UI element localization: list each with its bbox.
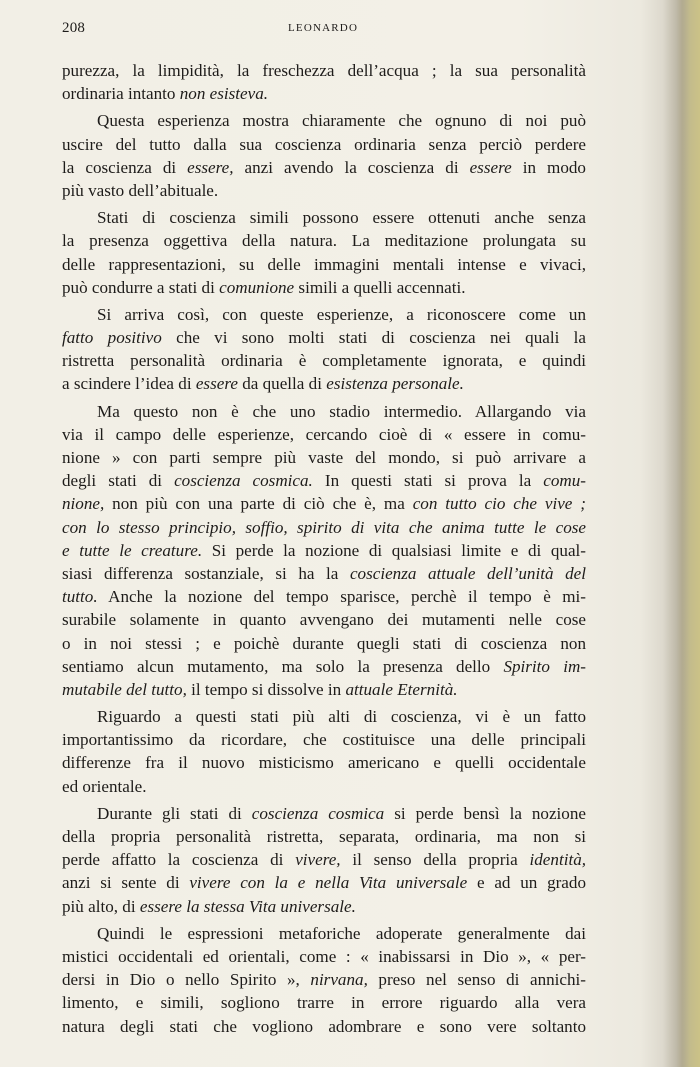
text-line — [62, 372, 586, 395]
text-run: nione » con parti sempre più vaste del mondo, si può arrivare a — [62, 448, 586, 467]
text-run: Anche la nozione del tempo sparisce, perchè il tempo è mi- — [97, 587, 586, 607]
italic-text: vivere con la e nella Vita universale — [189, 873, 468, 893]
text-run: mistici occidentali ed orientali, come : « inabissarsi in Dio », « per- — [62, 946, 586, 966]
text-run: limento, e simili, sogliono trarre in errore riguardo alla vera — [62, 993, 586, 1013]
text-line — [62, 303, 586, 326]
text-line — [62, 492, 586, 515]
text-line — [62, 825, 586, 848]
text-line — [62, 179, 586, 202]
text-line — [62, 276, 586, 299]
text-line — [62, 423, 586, 446]
text-run: della propria personalità ristretta, separata, ordinaria, ma non si — [62, 827, 586, 846]
italic-text: attuale Eternità. — [345, 679, 458, 699]
text-line — [62, 400, 586, 423]
page-number: 208 — [62, 20, 86, 36]
text-run: Riguardo a questi stati più alti di coscienza, vi è un fatto — [97, 707, 586, 727]
text-line — [62, 655, 586, 678]
text-line — [62, 728, 586, 751]
text-run: Questa esperienza mostra chiaramente che ognuno di noi può — [97, 111, 586, 131]
text-run: Ma questo non è che uno stadio intermedio. Allargando via — [97, 401, 586, 421]
text-run: a scindere l’idea di — [62, 374, 196, 394]
italic-text: coscienza attuale dell’unità del — [349, 563, 586, 583]
text-run: delle rappresentazioni, su delle immagini mentali intense e vivaci, — [62, 254, 586, 274]
text-run: anzi avendo la coscienza di — [233, 157, 470, 177]
text-line — [62, 349, 586, 372]
text-line — [62, 109, 586, 132]
body-text — [62, 59, 586, 1038]
italic-text: identità, — [529, 850, 587, 870]
text-line — [62, 922, 586, 945]
text-run: siasi differenza sostanziale, si ha la — [62, 563, 350, 583]
italic-text: Spirito im- — [503, 656, 586, 676]
text-line — [62, 59, 586, 82]
page-header — [62, 20, 586, 40]
italic-text: coscienza cosmica — [251, 803, 385, 823]
text-line — [62, 705, 586, 728]
italic-text: nirvana, — [310, 970, 368, 990]
text-run: anzi si sente di — [62, 873, 190, 893]
italic-text: essere la stessa Vita universale. — [139, 896, 356, 916]
text-run: Si perde la nozione di qualsiasi limite e di qual- — [202, 540, 586, 560]
text-line — [62, 133, 586, 156]
italic-text: comunione — [219, 277, 295, 297]
text-line — [62, 775, 586, 798]
text-run: ordinaria intanto — [62, 84, 180, 104]
text-run: perde affatto la coscienza di — [62, 850, 296, 870]
text-run: che vi sono molti stati di coscienza nei quali la — [161, 328, 586, 348]
text-run: più alto, di — [62, 896, 140, 916]
text-line — [62, 326, 586, 349]
italic-text: comu- — [543, 471, 586, 491]
text-run: la coscienza di — [62, 157, 188, 177]
text-line — [62, 585, 586, 608]
text-run: simili a quelli accennati. — [294, 277, 466, 297]
text-run: non più con una parte di ciò che è, ma — [104, 494, 413, 514]
italic-text: essere — [469, 157, 512, 177]
italic-text: essere — [195, 374, 238, 394]
text-line — [62, 608, 586, 631]
text-run: degli stati di — [62, 471, 175, 491]
text-line — [62, 1015, 586, 1038]
italic-text: fatto positivo — [62, 328, 162, 348]
text-line — [62, 871, 586, 894]
text-line — [62, 516, 586, 539]
text-run: differenze fra il nuovo misticismo americano e quelli occidentale — [62, 753, 586, 773]
text-run: Si arriva così, con queste esperienze, a riconoscere come un — [97, 304, 586, 324]
text-line — [62, 751, 586, 774]
text-run: uscire del tutto dalla sua coscienza ordinaria senza perciò perdere — [62, 134, 586, 154]
text-line — [62, 539, 586, 562]
text-line — [62, 632, 586, 655]
text-run: e ad un grado — [467, 873, 586, 893]
text-run: il tempo si dissolve in — [186, 679, 346, 699]
page-gutter-shadow — [662, 0, 700, 1067]
text-run: purezza, la limpidità, la freschezza dell’acqua ; la sua personalità — [62, 61, 586, 80]
running-title: LEONARDO — [288, 22, 359, 34]
text-line — [62, 469, 586, 492]
italic-text: con lo stesso principio, soffio, spirito di vita che anima tutte le cose — [62, 517, 586, 537]
text-run: ed orientale. — [62, 776, 147, 796]
text-run: In questi stati si prova la — [312, 471, 544, 491]
text-run: preso nel senso di annichi- — [367, 970, 586, 990]
text-line — [62, 253, 586, 276]
text-run: dersi in Dio o nello Spirito », — [62, 970, 311, 990]
italic-text: coscienza cosmica. — [174, 471, 313, 491]
italic-text: essere, — [187, 157, 234, 177]
text-run: da quella di — [237, 374, 327, 394]
text-run: ristretta personalità ordinaria è completamente ignorata, e quindi — [62, 351, 586, 371]
italic-text: non esisteva. — [179, 84, 269, 104]
text-run: il senso della propria — [340, 850, 530, 870]
italic-text: mutabile del tutto, — [62, 679, 187, 699]
text-line — [62, 895, 586, 918]
italic-text: con tutto cio che vive ; — [412, 494, 586, 514]
text-line — [62, 156, 586, 179]
text-line — [62, 678, 586, 701]
italic-text: e tutte le creature. — [62, 540, 203, 560]
text-line — [62, 968, 586, 991]
text-run: surabile solamente in quanto avvengano dei mutamenti nelle cose — [62, 610, 586, 630]
text-line — [62, 82, 586, 105]
text-run: o in noi stessi ; e poichè durante quegli stati di coscienza non — [62, 633, 586, 653]
text-run: importantissimo da ricordare, che costituisce una delle principali — [62, 730, 586, 750]
text-line — [62, 206, 586, 229]
text-line — [62, 848, 586, 871]
text-run: si perde bensì la nozione — [384, 803, 586, 823]
italic-text: tutto. — [62, 587, 98, 607]
text-run: sentiamo alcun mutamento, ma solo la presenza dello — [62, 656, 504, 676]
italic-text: esistenza personale. — [326, 374, 464, 394]
text-run: può condurre a stati di — [62, 277, 220, 297]
text-run: via il campo delle esperienze, cercando cioè di « essere in comu- — [62, 424, 586, 444]
text-line — [62, 802, 586, 825]
text-run: natura degli stati che vogliono adombrare e sono vere soltanto — [62, 1016, 586, 1036]
italic-text: vivere, — [295, 850, 341, 870]
text-run: Stati di coscienza simili possono essere ottenuti anche senza — [97, 208, 586, 228]
italic-text: nione, — [62, 494, 105, 514]
text-run: Durante gli stati di — [97, 803, 252, 823]
text-line — [62, 229, 586, 252]
text-line — [62, 991, 586, 1014]
text-line — [62, 562, 586, 585]
text-run: Quindi le espressioni metaforiche adoperate generalmente dai — [97, 923, 586, 943]
text-run: in modo — [511, 157, 586, 177]
text-line — [62, 945, 586, 968]
text-run: la presenza oggettiva della natura. La meditazione prolungata su — [62, 231, 586, 251]
text-run: più vasto dell’abituale. — [62, 180, 219, 200]
text-line — [62, 446, 586, 469]
